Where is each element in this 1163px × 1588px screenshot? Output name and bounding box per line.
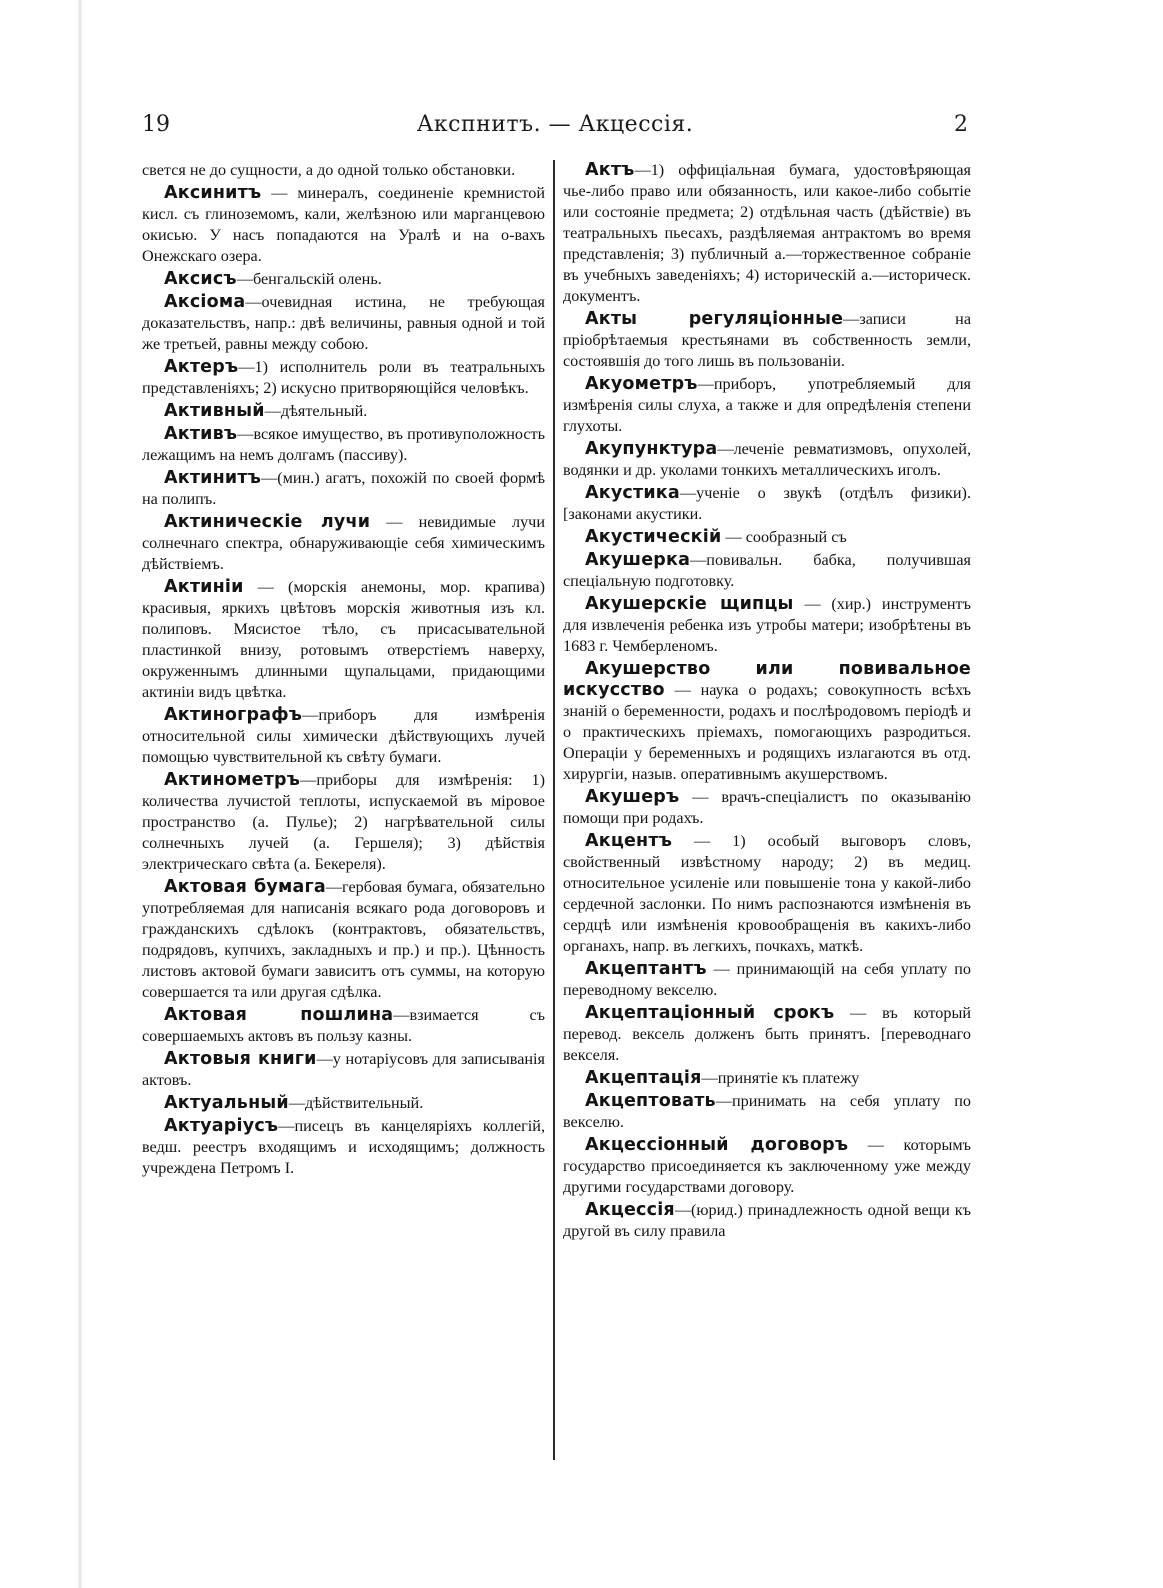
entry-headword: Акустическій (585, 527, 722, 547)
entry-definition: —бенгальскій олень. (236, 270, 382, 288)
entry-headword: Актовая бумага (164, 877, 326, 897)
entry-headword: Актеръ (164, 357, 239, 377)
entry-definition: —(юрид.) принадлежность одной вещи къ другой въ силу правила (563, 1201, 971, 1240)
entry-headword: Актиническіе лучи (164, 512, 371, 532)
entry-headword: Акушеръ (585, 787, 680, 807)
dictionary-entry (142, 770, 545, 875)
dictionary-entry (142, 877, 545, 1003)
entry-definition: — невидимые лучи солнечнаго спектра, обнаруживающіе себя химическимъ дѣйствіемъ. (142, 513, 545, 573)
entry-definition: — наука о родахъ; совокупность всѣхъ знаній о беременности, родахъ и послѣродовомъ періодѣ и о практическихъ пріемахъ, помогающихъ разродиться. Операціи у беременныхъ и родящихъ излагаются въ отд. хирургіи, назыв. оперативнымъ акушерствомъ. (563, 681, 971, 783)
entry-headword: Акушерство или повивальное искусство (563, 659, 971, 700)
entry-definition: —дѣйствительный. (288, 1094, 424, 1112)
entry-headword: Акцептація (585, 1068, 702, 1088)
entry-definition: —принимать на себя уплату по векселю. (563, 1092, 971, 1131)
entry-headword: Активный (164, 401, 265, 421)
dictionary-entry (563, 1200, 971, 1242)
dictionary-entry (563, 439, 971, 481)
dictionary-entry (142, 1093, 545, 1114)
dictionary-entry (142, 1116, 545, 1179)
entry-definition: —принятіе къ платежу (701, 1069, 860, 1087)
dictionary-entry (142, 292, 545, 355)
entry-headword: Акуометръ (585, 374, 698, 394)
left-column (142, 160, 545, 1181)
page-number-left: 19 (142, 112, 170, 137)
running-title: Акспнитъ. — Акцессія. (416, 112, 694, 137)
page-number-right: 2 (954, 112, 968, 137)
dictionary-entry (563, 594, 971, 657)
entry-headword: Акупунктура (585, 439, 718, 459)
entry-headword: Актинографъ (164, 705, 303, 725)
entry-definition: — 1) особый выговоръ словъ, свойственный извѣстному народу; 2) въ медиц. относительное усиленіе или повышеніе тона у какой-либо сердечной заслонки. По нимъ распознаются измѣненія въ сердцѣ или измѣненія кровообращенія въ какихъ-либо органахъ, напр. въ легкихъ, почкахъ, маткѣ. (563, 832, 971, 955)
dictionary-entry (563, 1135, 971, 1198)
dictionary-entry (142, 424, 545, 466)
dictionary-entry (563, 160, 971, 307)
entry-definition: —1) исполнитель роли въ театральныхъ представленіяхъ; 2) искусно притворяющійся человѣкъ. (142, 358, 545, 397)
entry-definition: —приборъ для измѣренія относительной силы химически дѣйствующихъ лучей помощью чувствительной къ свѣту бумаги. (142, 706, 545, 766)
entry-headword: Акушерка (585, 550, 691, 570)
entry-definition: —у нотаріусовъ для записыванія актовъ. (142, 1050, 545, 1089)
entry-headword: Актовыя книги (164, 1049, 317, 1069)
entry-headword: Акушерскіе щипцы (585, 594, 794, 614)
dictionary-entry (142, 577, 545, 703)
entry-headword: Акцентъ (585, 831, 673, 851)
entry-headword: Акты регуляціонные (585, 309, 844, 329)
entry-definition: —1) оффиціальная бумага, удостовѣряющая чье-либо право или обязанность, или какое-либо событіе или состояніе предмета; 2) отдѣльная часть (дѣйствіе) въ театральныхъ пьесахъ, раздѣляемая антрактомъ во время представленія; 3) публичный а.—торжественное собраніе въ учебныхъ заведеніяхъ; 4) историческій а.—историческ. документъ. (563, 161, 971, 305)
entry-definition: —леченіе ревматизмовъ, опухолей, водянки и др. уколами тонкихъ металлическихъ иголъ. (563, 440, 971, 479)
entry-definition: — сообразный съ (721, 528, 847, 546)
entry-headword: Акцессія (585, 1200, 675, 1220)
dictionary-entry (563, 787, 971, 829)
entry-definition: — которымъ государство присоединяется къ заключенному уже между другими государствами договору. (563, 1136, 972, 1196)
entry-definition: —взимается съ совершаемыхъ актовъ въ пользу казны. (142, 1006, 545, 1045)
entry-definition: — въ который перевод. вексель долженъ быть принятъ. [переводнаго векселя. (563, 1004, 971, 1064)
entry-headword: Актъ (585, 160, 635, 180)
entry-headword: Акцептовать (585, 1091, 716, 1111)
entry-definition: —повивальн. бабка, получившая спеціальную подготовку. (563, 551, 971, 590)
entry-definition: — минералъ, соединеніе кремнистой кисл. съ глиноземомъ, кали, желѣзною или марганцевою окисью. У насъ попадаются на Уралѣ и на о-вахъ Онежскаго озера. (142, 184, 545, 265)
dictionary-entry (142, 1049, 545, 1091)
dictionary-entry (563, 1068, 971, 1089)
dictionary-entry (563, 527, 971, 548)
dictionary-entry (142, 160, 545, 181)
entry-headword: Акустика (585, 483, 680, 503)
entry-headword: Акцессіонный договоръ (585, 1135, 849, 1155)
entry-definition: —ученіе о звукѣ (отдѣлъ физики). [законами акустики. (563, 484, 971, 523)
entry-definition: —писецъ въ канцеляріяхъ коллегій, ведш. реестръ входящимъ и исходящимъ; должность учреждена Петромъ I. (142, 1117, 545, 1177)
entry-definition: — (морскія анемоны, мор. крапива) красивыя, яркихъ цвѣтовъ морскія животныя изъ кл. полиповъ. Мясистое тѣло, съ присасывательной пластинкой внизу, ротовымъ отверстіемъ наверху, окруженнымъ длинными щупальцами, придающими актиніи видъ цвѣтка. (142, 578, 545, 701)
right-column (563, 160, 971, 1244)
entry-definition: —всякое имущество, въ противуположность лежащимъ на немъ долгамъ (пассиву). (142, 425, 545, 464)
page-header (140, 112, 970, 146)
dictionary-entry (563, 1091, 971, 1133)
dictionary-entry (563, 659, 971, 785)
entry-definition: —очевидная истина, не требующая доказательствъ, напр.: двѣ величины, равныя одной и той же третьей, равны между собою. (142, 293, 545, 353)
entry-definition: —записи на пріобрѣтаемыя крестьянами въ собственность земли, состоявшія до того лишь въ пользованіи. (563, 310, 972, 370)
dictionary-entry (563, 309, 971, 372)
dictionary-entry (142, 512, 545, 575)
entry-headword: Актуальный (164, 1093, 289, 1113)
entry-definition: — врачъ-спеціалистъ по оказыванію помощи при родахъ. (563, 788, 971, 827)
entry-headword: Актовая пошлина (164, 1005, 394, 1025)
entry-definition: —приборъ, употребляемый для измѣренія силы слуха, а также и для опредѣленія степени глухоты. (563, 375, 971, 435)
entry-definition: —дѣятельный. (264, 402, 368, 420)
dictionary-entry (142, 269, 545, 290)
entry-definition: свется не до сущности, а до одной только обстановки. (142, 161, 516, 179)
entry-definition: —гербовая бумага, обязательно употребляемая для написанія всякаго рода договоровъ и гражданскихъ сдѣлокъ (контрактовъ, обязательствъ, подрядовъ, купчихъ, закладныхъ и пр.) и пр.). Цѣнность листовъ актовой бумаги зависитъ отъ суммы, на которую совершается та или другая сдѣлка. (142, 878, 545, 1001)
entry-definition: — (хир.) инструментъ для извлеченія ребенка изъ утробы матери; изобрѣтены въ 1683 г. Чемберленомъ. (563, 595, 971, 655)
entry-headword: Акцептантъ (585, 959, 707, 979)
dictionary-entry (563, 831, 971, 957)
dictionary-entry (563, 483, 971, 525)
dictionary-entry (563, 1003, 971, 1066)
entry-headword: Аксинитъ (164, 183, 262, 203)
entry-headword: Аксіома (164, 292, 246, 312)
entry-definition: —приборы для измѣренія: 1) количества лучистой теплоты, испускаемой въ міровое пространство (а. Пулье); 2) нагрѣвательной силы солнечныхъ лучей (а. Гершеля); 3) дѣйствія электрическаго свѣта (а. Бекереля). (142, 771, 545, 873)
entry-headword: Аксисъ (164, 269, 237, 289)
entry-headword: Актиніи (164, 577, 244, 597)
dictionary-entry (563, 959, 971, 1001)
dictionary-entry (142, 468, 545, 510)
entry-headword: Актуаріусъ (164, 1116, 279, 1136)
entry-headword: Актинитъ (164, 468, 262, 488)
dictionary-entry (142, 357, 545, 399)
entry-headword: Акцептаціонный срокъ (585, 1003, 835, 1023)
entry-headword: Активъ (164, 424, 238, 444)
dictionary-entry (563, 374, 971, 437)
dictionary-entry (142, 183, 545, 267)
entry-definition: —(мин.) агатъ, похожій по своей формѣ на полипъ. (142, 469, 545, 508)
column-divider (553, 160, 555, 1460)
scan-edge-shadow (78, 0, 82, 1588)
entry-definition: — принимающій на себя уплату по переводному векселю. (563, 960, 971, 999)
dictionary-entry (563, 550, 971, 592)
dictionary-entry (142, 401, 545, 422)
entry-headword: Актинометръ (164, 770, 301, 790)
dictionary-entry (142, 705, 545, 768)
dictionary-entry (142, 1005, 545, 1047)
